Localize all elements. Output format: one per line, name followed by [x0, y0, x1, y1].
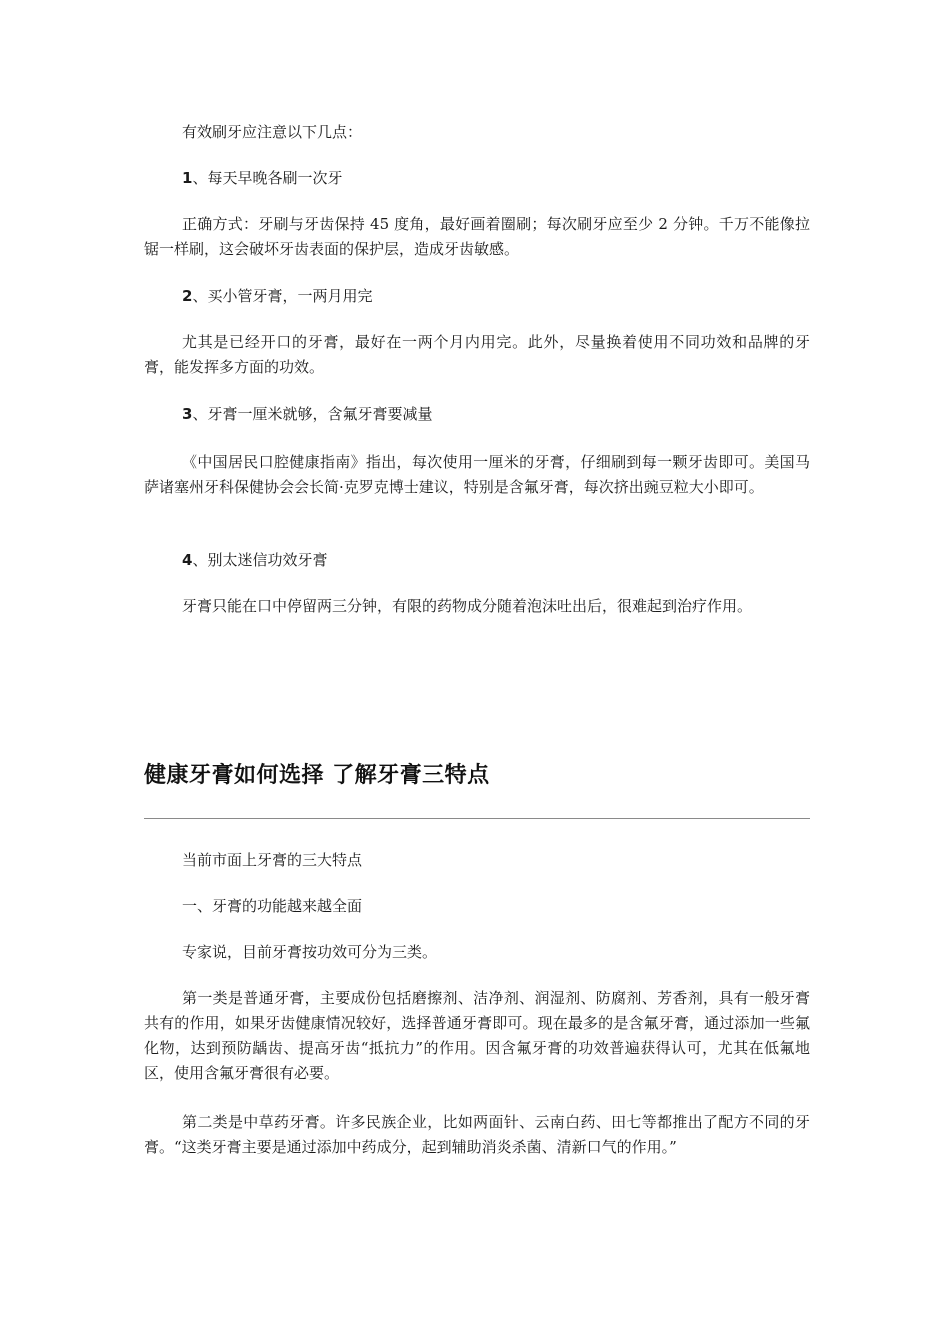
- point-title-2: 、买小管牙膏，一两月用完: [192, 287, 373, 305]
- category-1-text: 第一类是普通牙膏，主要成份包括磨擦剂、洁净剂、润湿剂、防腐剂、芳香剂，具有一般牙膏共有的作用，如果牙齿健康情况较好，选择普通牙膏即可。现在最多的是含氟牙膏，通过添加一些氟化物，达到预防龋齿、提高牙齿“抵抗力”的作用。因含氟牙膏的功效普遍获得认可，尤其在低氟地区，使用含氟牙膏很有必要。: [144, 989, 810, 1082]
- point-heading-3: [144, 402, 810, 427]
- intro-text: 有效刷牙应注意以下几点：: [182, 123, 363, 141]
- category-2-text: 第二类是中草药牙膏。许多民族企业，比如两面针、云南白药、田七等都推出了配方不同的牙膏。“这类牙膏主要是通过添加中药成分，起到辅助消炎杀菌、清新口气的作用。”: [144, 1113, 810, 1156]
- expert-text: 专家说，目前牙膏按功效可分为三类。: [182, 943, 438, 961]
- point-title-1: 、每天早晚各刷一次牙: [192, 169, 343, 187]
- point-heading-1: [144, 166, 810, 191]
- point-body-2: 尤其是已经开口的牙膏，最好在一两个月内用完。此外，尽量换着使用不同功效和品牌的牙膏，能发挥多方面的功效。: [144, 333, 810, 376]
- point-number-4: 4: [182, 551, 193, 569]
- point-number-1: 1: [182, 169, 193, 187]
- feature-heading-1: 一、牙膏的功能越来越全面: [182, 897, 363, 915]
- point-heading-4: [144, 548, 810, 573]
- point-number-2: 2: [182, 287, 193, 305]
- section-subtitle: 当前市面上牙膏的三大特点: [182, 851, 363, 869]
- title-divider: [144, 818, 810, 819]
- section-title: 健康牙膏如何选择 了解牙膏三特点: [144, 763, 490, 788]
- point-title-3: 、牙膏一厘米就够，含氟牙膏要减量: [192, 405, 433, 423]
- point-title-4: 、别太迷信功效牙膏: [192, 551, 328, 569]
- point-body-1: 正确方式：牙刷与牙齿保持 45 度角，最好画着圈刷；每次刷牙应至少 2 分钟。千万不能像拉锯一样刷，这会破坏牙齿表面的保护层，造成牙齿敏感。: [144, 215, 810, 258]
- point-body-3: 《中国居民口腔健康指南》指出，每次使用一厘米的牙膏，仔细刷到每一颗牙齿即可。美国马萨诸塞州牙科保健协会会长简·克罗克博士建议，特别是含氟牙膏，每次挤出豌豆粒大小即可。: [144, 453, 810, 496]
- point-number-3: 3: [182, 405, 193, 423]
- point-body-4: 牙膏只能在口中停留两三分钟，有限的药物成分随着泡沫吐出后，很难起到治疗作用。: [182, 597, 753, 615]
- point-heading-2: [144, 284, 810, 309]
